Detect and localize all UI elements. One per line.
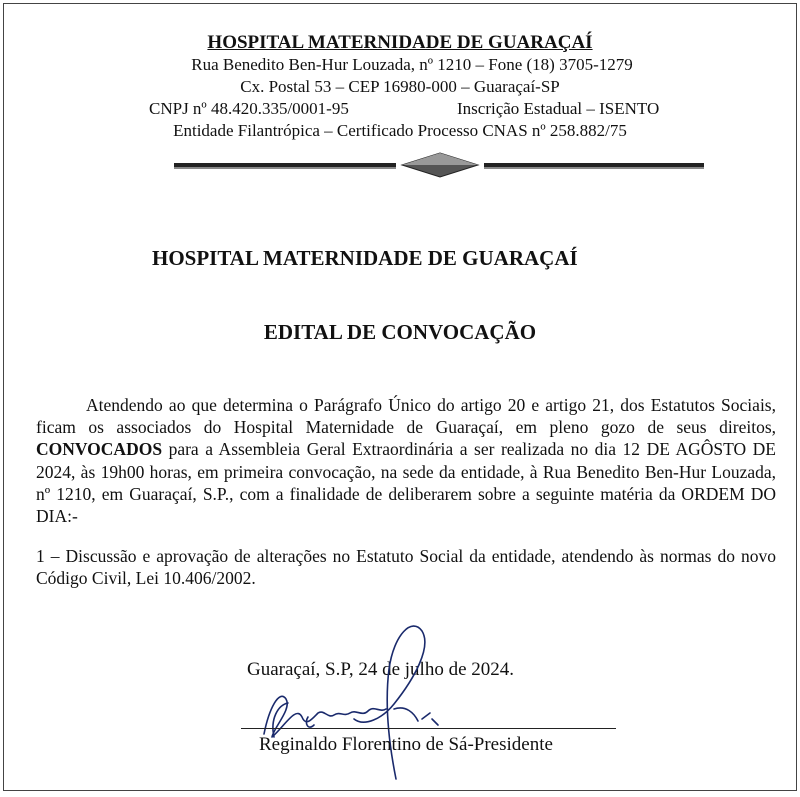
letterhead-address: Rua Benedito Ben-Hur Louzada, nº 1210 – Fone (18) 3705-1279: [191, 55, 633, 74]
document-heading: HOSPITAL MATERNIDADE DE GUARAÇAÍ: [152, 246, 578, 270]
divider-ornament: [174, 150, 704, 184]
place-date: Guaraçaí, S.P, 24 de julho de 2024.: [247, 659, 515, 680]
letterhead-postal: Cx. Postal 53 – CEP 16980-000 – Guaraçaí-SP: [240, 77, 560, 96]
convocation-paragraph: [36, 394, 776, 527]
letterhead-entity: Entidade Filantrópica – Certificado Processo CNAS nº 258.882/75: [173, 121, 627, 140]
letterhead-title: HOSPITAL MATERNIDADE DE GUARAÇAÍ: [207, 32, 593, 53]
paragraph1-text-a: Atendendo ao que determina o Parágrafo Único do artigo 20 e artigo 21, dos Estatutos Sociais, ficam os associados do Hospital Maternidade de Guaraçaí, em pleno gozo de seus direitos,: [36, 395, 776, 438]
letterhead-state-registration: Inscrição Estadual – ISENTO: [457, 99, 660, 118]
signature-line: [241, 728, 616, 729]
handwritten-signature: [244, 609, 464, 789]
letterhead-cnpj: CNPJ nº 48.420.335/0001-95: [149, 99, 349, 118]
paragraph1-bold: CONVOCADOS: [36, 439, 163, 460]
paragraph1-text-b: para a Assembleia Geral Extraordinária a ser realizada no dia 12 DE AGÔSTO DE 2024, às 19h00 horas, em primeira convocação, na sede da entidade, à Rua Benedito Ben-Hur Louzada, nº 1210, em Guaraçaí, S.P., com a finalidade de deliberarem sobre a seguinte matéria da ORDEM DO DIA:-: [36, 439, 776, 527]
signer-name: Reginaldo Florentino de Sá-Presidente: [259, 734, 553, 755]
agenda-item: 1 – Discussão e aprovação de alterações no Estatuto Social da entidade, atendendo às normas do novo Código Civil, Lei 10.406/2002.: [36, 546, 776, 589]
document-subheading: EDITAL DE CONVOCAÇÃO: [263, 320, 537, 344]
document-page: [3, 3, 797, 791]
